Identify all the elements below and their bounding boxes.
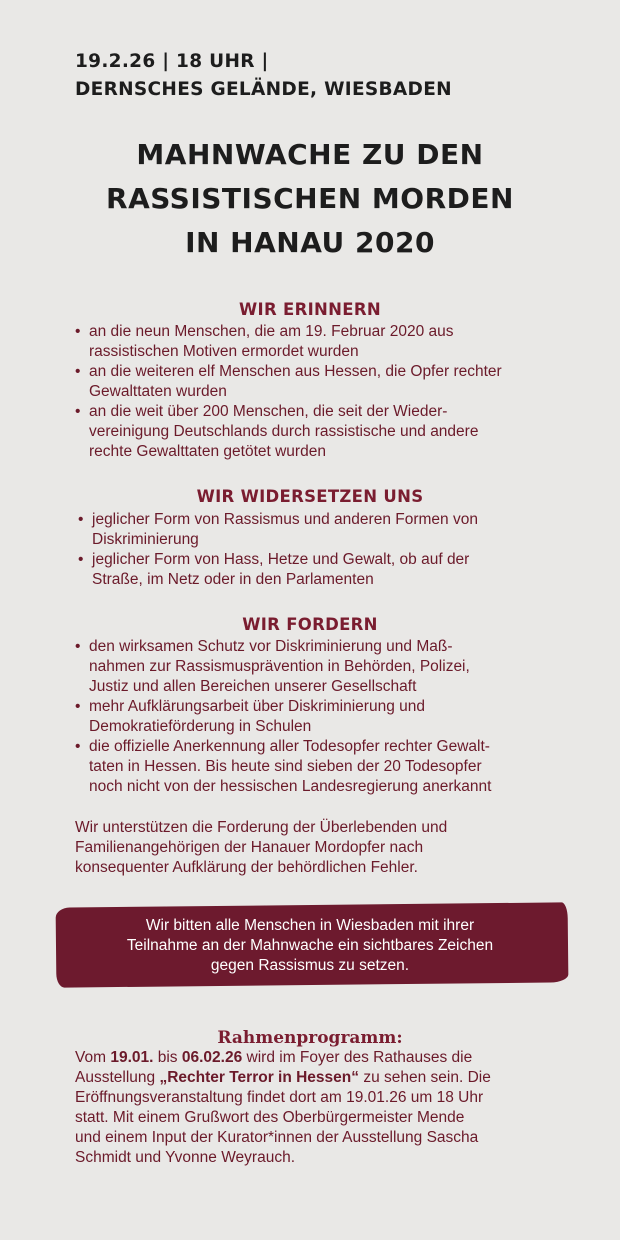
section-heading-fordern: WIR FORDERN bbox=[242, 615, 378, 634]
support-paragraph: Wir unterstützen die Forderung der Überlebenden und Familienangehörigen der Hanauer Mordopfer nach konsequenter Aufklärung der behördlichen Fehler. bbox=[75, 819, 448, 876]
list-widersetzen bbox=[78, 510, 568, 590]
end-date: 06.02.26 bbox=[181, 1049, 243, 1066]
call-to-action-text: Wir bitten alle Menschen in Wiesbaden mit ihrer Teilnahme an der Mahnwache ein sichtbares Zeichen gegen Rassismus zu setzen. bbox=[126, 917, 494, 974]
event-meta bbox=[75, 48, 452, 104]
list-item: • mehr Aufklärungsarbeit über Diskriminierung und Demokratieförderung in Schulen bbox=[75, 697, 570, 737]
section-heading-erinnern: WIR ERINNERN bbox=[239, 300, 381, 319]
title-line-1: MAHNWACHE ZU DEN bbox=[136, 138, 484, 171]
start-date: 19.01. bbox=[110, 1049, 154, 1066]
list-item: • jeglicher Form von Hass, Hetze und Gewalt, ob auf der Straße, im Netz oder in den Parlamenten bbox=[78, 550, 568, 590]
exhibition-title: „Rechter Terror in Hessen“ bbox=[159, 1069, 360, 1086]
list-fordern bbox=[75, 637, 570, 797]
rahmenprogramm-text: Vom 19.01. bis 06.02.26 wird im Foyer des Rathauses die Ausstellung „Rechter Terror in Hessen“ zu sehen sein. Die Eröffnungsveranstaltung findet dort am 19.01.26 um 18 Uhr statt. Mit einem Grußwort des Oberbürgermeister Mende und einem Input der Kurator*innen der Ausstellung Sascha Schmidt und Yvonne Weyrauch. bbox=[75, 1049, 491, 1166]
list-item: • an die weiteren elf Menschen aus Hessen, die Opfer rechter Gewalttaten wurden bbox=[75, 362, 565, 402]
page-title bbox=[0, 133, 620, 265]
title-line-2: RASSISTISCHEN MORDEN bbox=[106, 182, 514, 215]
list-item: • an die neun Menschen, die am 19. Februar 2020 aus rassistischen Motiven ermordet wurden bbox=[75, 322, 565, 362]
list-item: • an die weit über 200 Menschen, die seit der Wieder- vereinigung Deutschlands durch rassistische und andere rechte Gewalttaten getötet wurden bbox=[75, 402, 565, 462]
rahmenprogramm-heading: Rahmenprogramm: bbox=[217, 1028, 403, 1048]
event-date-time: 19.2.26 | 18 UHR | bbox=[75, 51, 269, 72]
list-erinnern bbox=[75, 322, 565, 462]
title-line-3: IN HANAU 2020 bbox=[185, 226, 435, 259]
list-item: • jeglicher Form von Rassismus und anderen Formen von Diskriminierung bbox=[78, 510, 568, 550]
list-item: • die offizielle Anerkennung aller Todesopfer rechter Gewalt- taten in Hessen. Bis heute sind sieben der 20 Todesopfer noch nicht von der hessischen Landesregierung anerkannt bbox=[75, 737, 570, 797]
event-location: DERNSCHES GELÄNDE, WIESBADEN bbox=[75, 79, 452, 100]
list-item: • den wirksamen Schutz vor Diskriminierung und Maß- nahmen zur Rassismusprävention in Behörden, Polizei, Justiz und allen Bereichen unserer Gesellschaft bbox=[75, 637, 570, 697]
section-heading-widersetzen: WIR WIDERSETZEN UNS bbox=[196, 487, 424, 506]
